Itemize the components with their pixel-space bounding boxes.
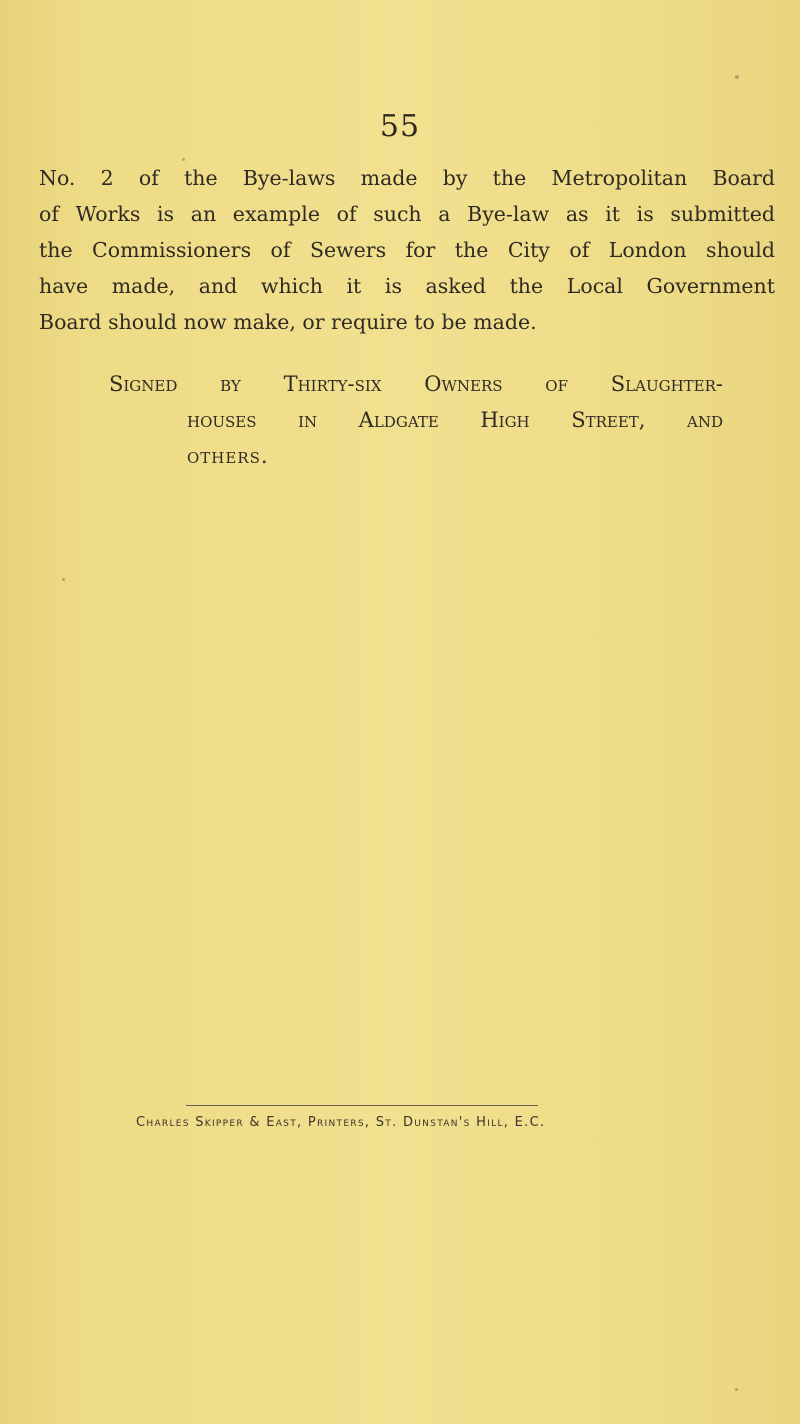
signature-block [109, 366, 723, 474]
imprint-rule [186, 1105, 538, 1106]
body-line: Board should now make, or require to be made. [39, 310, 537, 334]
signature-line: houses in Aldgate High Street, and [187, 408, 723, 432]
paper-speck [182, 158, 185, 161]
body-line: of Works is an example of such a Bye-law as it is submitted [39, 202, 775, 226]
paper-speck [735, 75, 739, 79]
paper-speck [735, 1388, 738, 1391]
signature-line: others. [187, 444, 269, 468]
body-paragraph [39, 160, 775, 340]
body-line: the Commissioners of Sewers for the City of London should [39, 238, 775, 262]
signature-line: Signed by Thirty-six Owners of Slaughter- [109, 372, 723, 396]
paper-speck [62, 578, 65, 581]
printer-imprint: Charles Skipper & East, Printers, St. Dunstan's Hill, E.C. [136, 1115, 546, 1130]
body-line: No. 2 of the Bye-laws made by the Metropolitan Board [39, 166, 775, 190]
body-line: have made, and which it is asked the Local Government [39, 274, 775, 298]
page-number: 55 [379, 109, 421, 144]
